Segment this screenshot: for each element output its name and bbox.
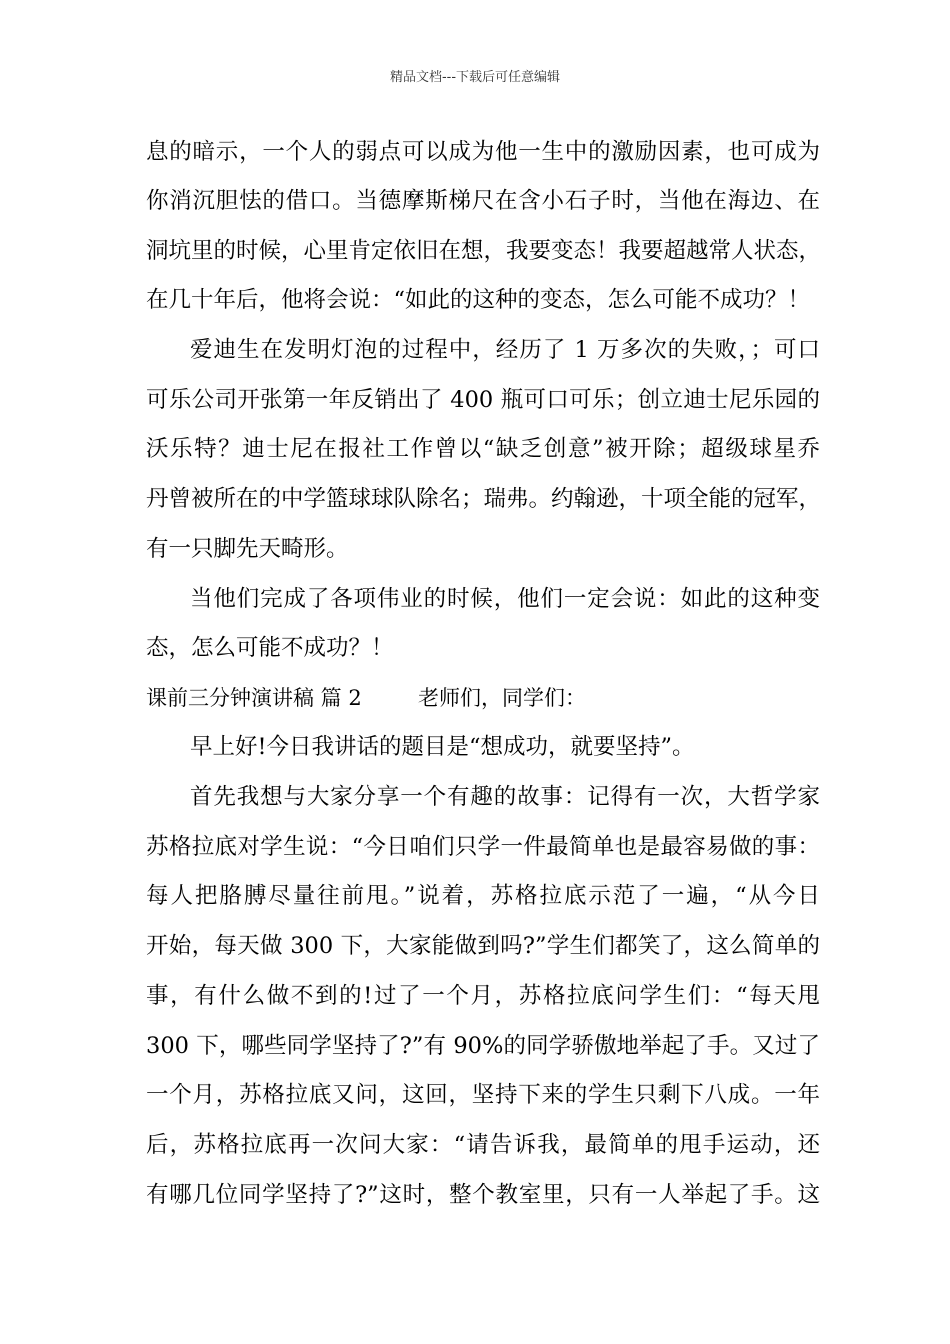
paragraph-line: 300 下，哪些同学坚持了?”有 90%的同学骄傲地举起了手。又过了	[146, 1033, 820, 1059]
paragraph-line: 一个月，苏格拉底又问，这回，坚持下来的学生只剩下八成。一年	[146, 1082, 820, 1108]
paragraph-line: 丹曾被所在的中学篮球球队除名；瑞弗。约翰逊，十项全能的冠军，	[146, 486, 822, 512]
paragraph-line: 苏格拉底对学生说：“今日咱们只学一件最简单也是最容易做的事：	[146, 834, 820, 860]
paragraph-line: 息的暗示，一个人的弱点可以成为他一生中的激励因素，也可成为	[146, 139, 820, 165]
paragraph-line: 可乐公司开张第一年反销出了 400 瓶可口可乐；创立迪士尼乐园的	[146, 387, 820, 413]
salutation: 老师们，同学们：	[418, 686, 586, 710]
paragraph-line: 当他们完成了各项伟业的时候，他们一定会说：如此的这种变	[190, 586, 820, 612]
paragraph-line: 首先我想与大家分享一个有趣的故事：记得有一次，大哲学家	[190, 784, 820, 810]
section-title: 课前三分钟演讲稿 篇 2	[146, 686, 362, 710]
paragraph-line: 每人把胳膊尽量往前甩。”说着，苏格拉底示范了一遍，“从今日	[146, 883, 820, 909]
paragraph-line: 态，怎么可能不成功？！	[146, 635, 394, 661]
paragraph-line: 洞坑里的时候，心里肯定依旧在想，我要变态！我要超越常人状态，	[146, 238, 822, 264]
paragraph-line: 沃乐特？迪士尼在报社工作曾以“缺乏创意”被开除；超级球星乔	[146, 436, 820, 462]
paragraph-line: 早上好!今日我讲话的题目是“想成功，就要坚持”。	[190, 734, 695, 760]
paragraph-line: 你消沉胆怯的借口。当德摩斯梯尺在含小石子时，当他在海边、在	[146, 188, 820, 214]
paragraph-line: 事，有什么做不到的!过了一个月，苏格拉底问学生们：“每天甩	[146, 983, 820, 1009]
paragraph-line: 在几十年后，他将会说：“如此的这种的变态，怎么可能不成功？！	[146, 287, 811, 313]
paragraph-line: 开始，每天做 300 下，大家能做到吗?”学生们都笑了，这么简单的	[146, 933, 820, 959]
page-header: 精品文档---下载后可任意编辑	[389, 70, 561, 85]
paragraph-line: 后，苏格拉底再一次问大家：“请告诉我，最简单的甩手运动，还	[146, 1132, 820, 1158]
paragraph-line: 有哪几位同学坚持了?”这时，整个教室里，只有一人举起了手。这	[146, 1182, 820, 1208]
paragraph-line: 爱迪生在发明灯泡的过程中，经历了 1 万多次的失败，；可口	[190, 337, 820, 363]
paragraph-line: 有一只脚先天畸形。	[146, 536, 349, 562]
